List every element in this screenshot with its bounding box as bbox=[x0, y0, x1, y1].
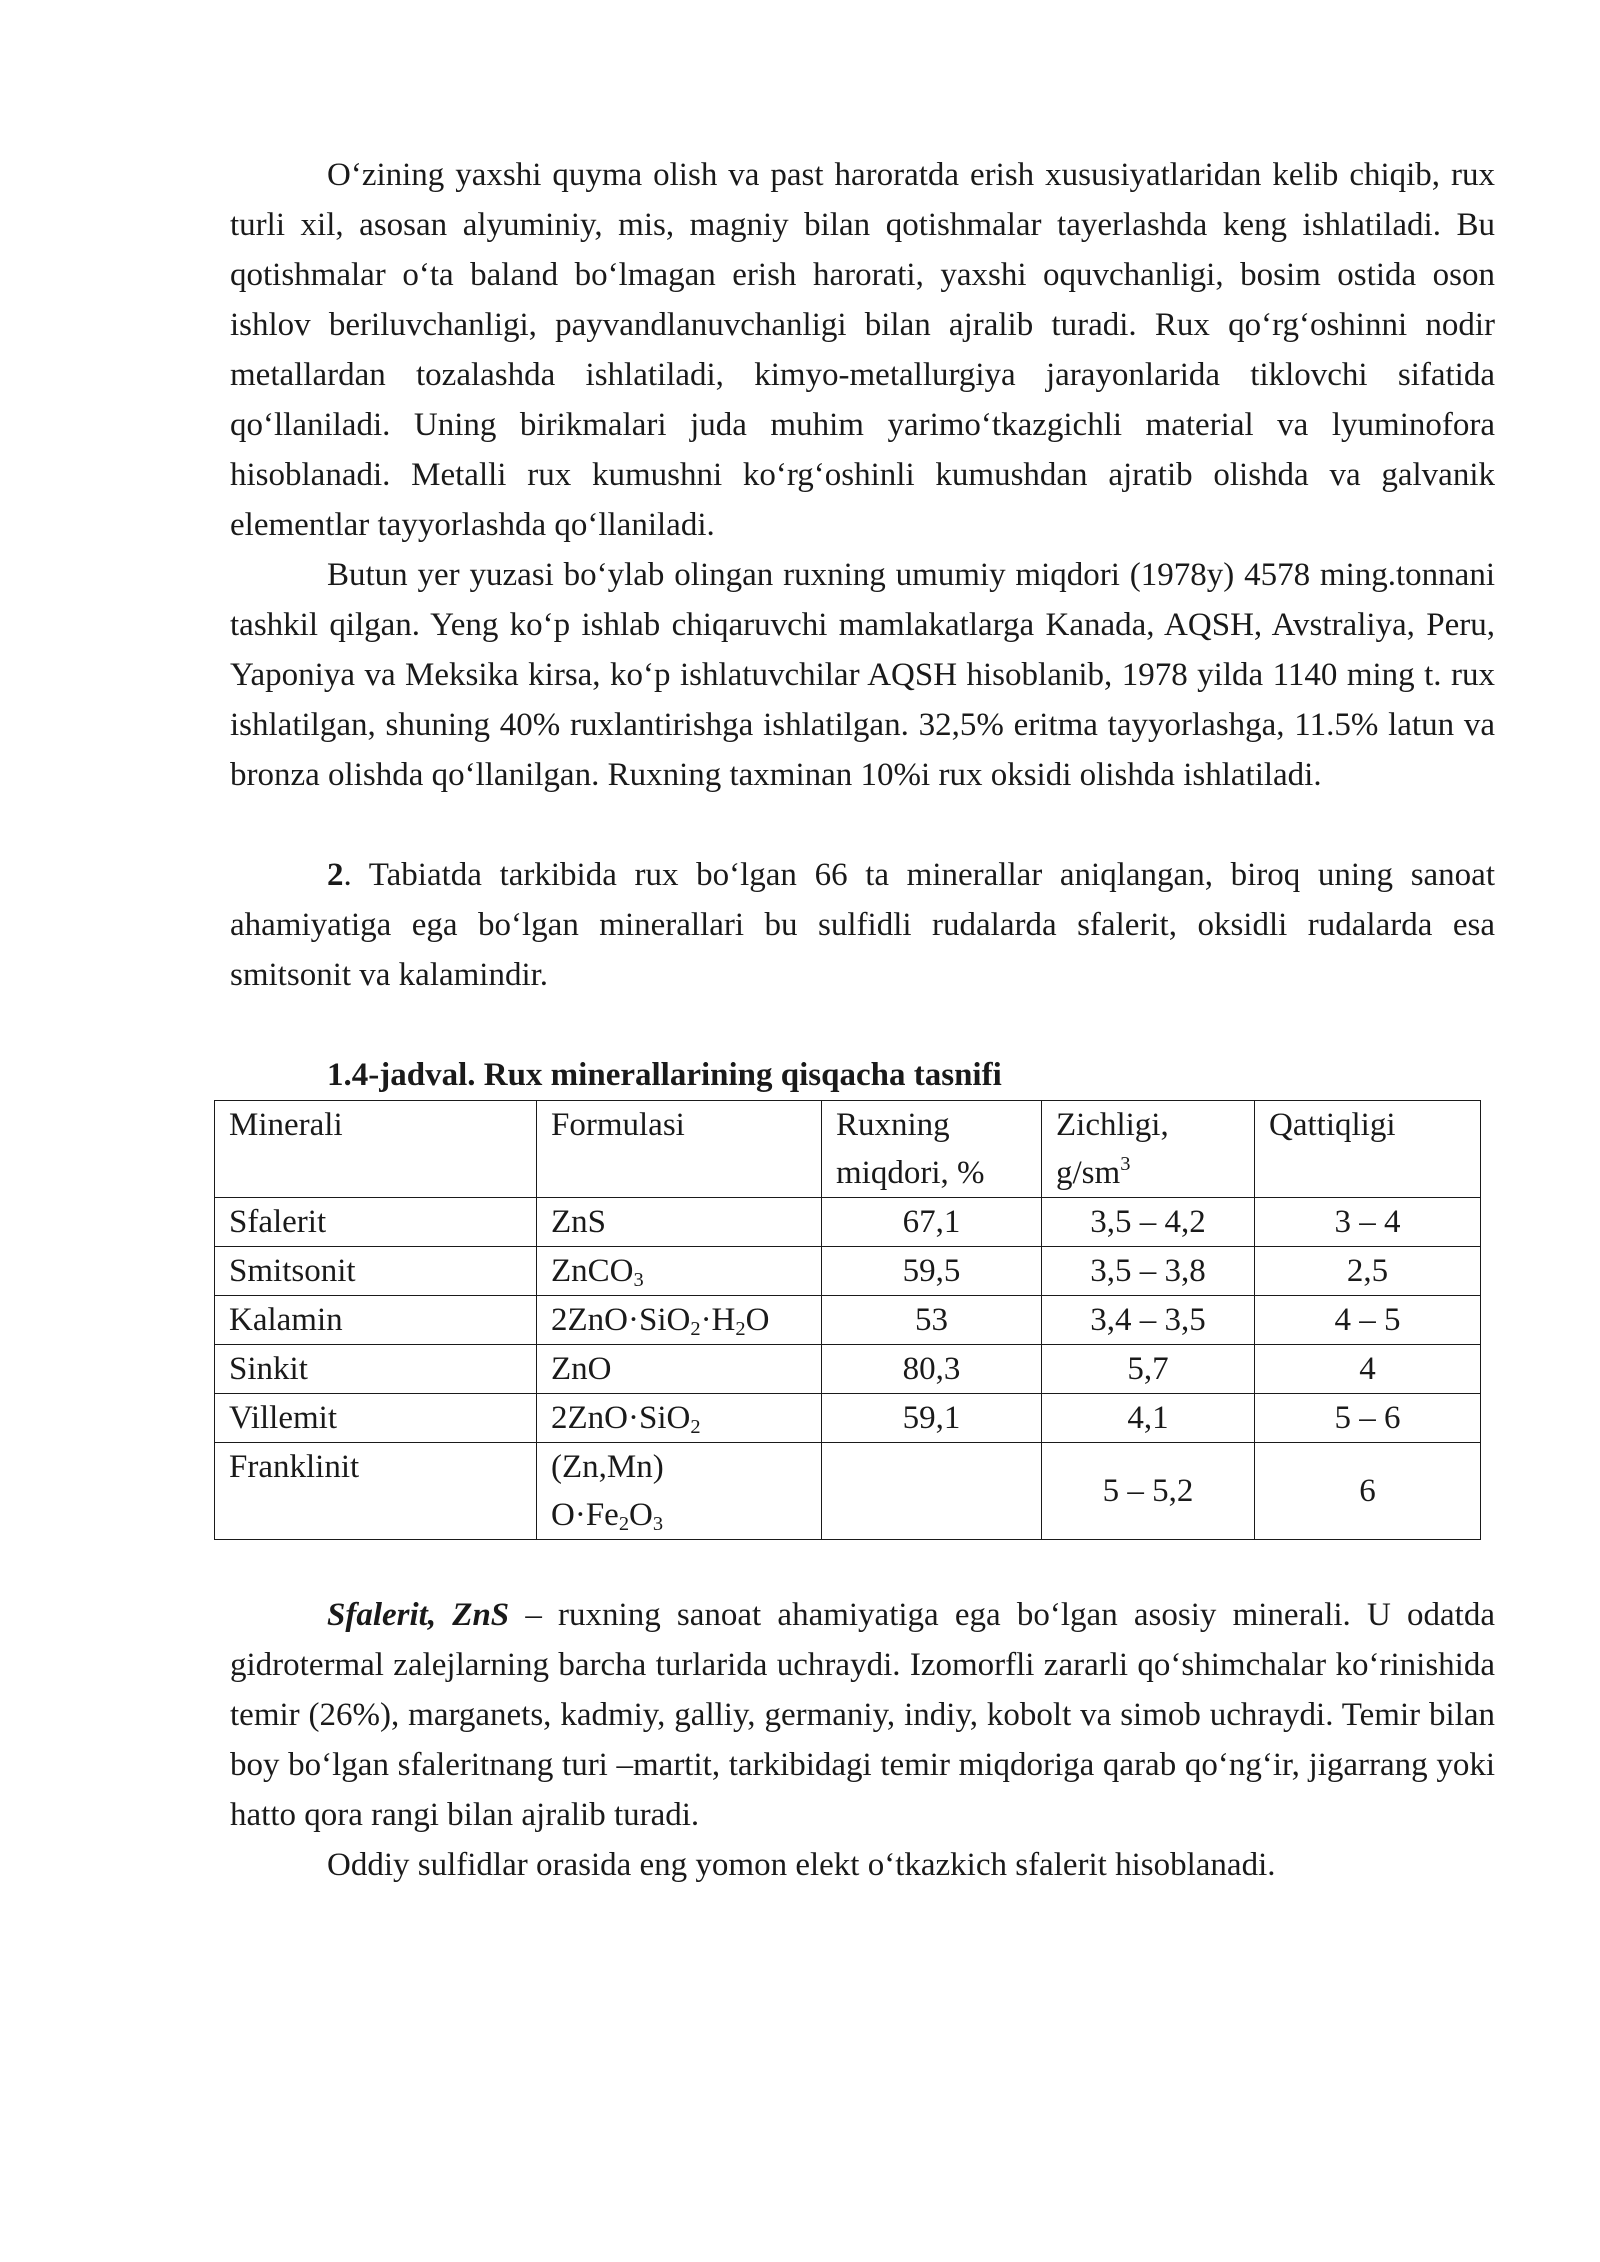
hardness-cell: 4 bbox=[1255, 1345, 1481, 1394]
body-text-top bbox=[230, 150, 1495, 1000]
column-header: Zichligi, $g/sm^3$ bbox=[1042, 1101, 1255, 1198]
paragraph: O‘zining yaxshi quyma olish va past haroratda erish xususiyatlaridan kelib chiqib, rux turli xil, asosan alyuminiy, mis, magniy bilan qotishmalar tayerlashda keng ishlatiladi. Bu qotishmalar o‘ta baland bo‘lmagan erish harorati, yaxshi oquvchanligi, bosim ostida oson ishlov beriluvchanligi, payvandlanuvchanligi bilan ajralib turadi. Rux qo‘rg‘oshinni nodir metallardan tozalashda ishlatiladi, kimyo-metallurgiya jarayonlarida tiklovchi sifatida qo‘llaniladi. Uning birikmalari juda muhim yarimo‘tkazgichli material va lyuminofora hisoblanadi. Metalli rux kumushni ko‘rg‘oshinli kumushdan ajratib olishda va galvanik elementlar tayyorlashda qo‘llaniladi. bbox=[230, 157, 1495, 543]
paragraph: 2. Tabiatda tarkibida rux bo‘lgan 66 ta minerallar aniqlangan, biroq uning sanoat ahamiyatiga ega bo‘lgan minerallari bu sulfidli rudalarda sfalerit, oksidli rudalarda esa smitsonit va kalamindir. bbox=[230, 857, 1495, 993]
zinc-content-cell: 80,3 bbox=[822, 1345, 1042, 1394]
formula-cell: $2ZnO\cdot SiO_2\cdot H_2O$ bbox=[537, 1296, 822, 1345]
formula-cell: ZnO bbox=[537, 1345, 822, 1394]
hardness-cell: 6 bbox=[1255, 1443, 1481, 1540]
zinc-content-cell: 59,1 bbox=[822, 1394, 1042, 1443]
subscript: 2 bbox=[735, 1318, 746, 1340]
column-header: Ruxning miqdori, % bbox=[822, 1101, 1042, 1198]
hardness-cell: 2,5 bbox=[1255, 1247, 1481, 1296]
hardness-cell: 4 – 5 bbox=[1255, 1296, 1481, 1345]
subscript: 2 bbox=[690, 1318, 701, 1340]
zinc-content-cell: 59,5 bbox=[822, 1247, 1042, 1296]
table-caption: 1.4-jadval. Rux minerallarining qisqacha tasnifi bbox=[327, 1057, 1002, 1093]
formula-cell: ZnCO$_3$ bbox=[537, 1247, 822, 1296]
zinc-content-cell: 53 bbox=[822, 1296, 1042, 1345]
formula-cell: ZnS bbox=[537, 1198, 822, 1247]
hardness-cell: 3 – 4 bbox=[1255, 1198, 1481, 1247]
column-header: Minerali bbox=[215, 1101, 537, 1198]
table-row bbox=[215, 1345, 1481, 1394]
mineral-name-cell: Villemit bbox=[215, 1394, 537, 1443]
mineral-name-cell: Smitsonit bbox=[215, 1247, 537, 1296]
density-cell: 5,7 bbox=[1042, 1345, 1255, 1394]
subscript: 2 bbox=[690, 1416, 701, 1438]
table-row bbox=[215, 1247, 1481, 1296]
document-page bbox=[230, 150, 1495, 1890]
hardness-cell: 5 – 6 bbox=[1255, 1394, 1481, 1443]
mineral-name-cell: Sinkit bbox=[215, 1345, 537, 1394]
table-body bbox=[215, 1198, 1481, 1540]
zinc-content-cell: 67,1 bbox=[822, 1198, 1042, 1247]
body-text-bottom bbox=[230, 1590, 1495, 1890]
density-cell: 4,1 bbox=[1042, 1394, 1255, 1443]
density-cell: 3,5 – 3,8 bbox=[1042, 1247, 1255, 1296]
zinc-content-cell bbox=[822, 1443, 1042, 1540]
paragraph: Oddiy sulfidlar orasida eng yomon elekt o‘tkazkich sfalerit hisoblanadi. bbox=[327, 1847, 1276, 1883]
emphasis-text: Sfalerit, ZnS bbox=[327, 1597, 510, 1633]
paragraph: Butun yer yuzasi bo‘ylab olingan ruxning umumiy miqdori (1978y) 4578 ming.tonnani tashkil qilgan. Yeng ko‘p ishlab chiqaruvchi mamlakatlarga Kanada, AQSH, Avstraliya, Peru, Yaponiya va Meksika kirsa, ko‘p ishlatuvchilar AQSH hisoblanib, 1978 yilda 1140 ming t. rux ishlatilgan, shuning 40% ruxlantirishga ishlatilgan. 32,5% eritma tayyorlashga, 11.5% latun va bronza olishda qo‘llanilgan. Ruxning taxminan 10%i rux oksidi olishda ishlatiladi. bbox=[230, 557, 1495, 793]
column-header: Formulasi bbox=[537, 1101, 822, 1198]
density-cell: 3,4 – 3,5 bbox=[1042, 1296, 1255, 1345]
table-header-row bbox=[215, 1101, 1481, 1198]
superscript: 3 bbox=[1120, 1153, 1131, 1175]
density-cell: 3,5 – 4,2 bbox=[1042, 1198, 1255, 1247]
mineral-name-cell: Sfalerit bbox=[215, 1198, 537, 1247]
table-row bbox=[215, 1296, 1481, 1345]
table-row bbox=[215, 1394, 1481, 1443]
paragraph: Sfalerit, ZnS – ruxning sanoat ahamiyatiga ega bo‘lgan asosiy minerali. U odatda gidrotermal zalejlarning barcha turlarida uchraydi. Izomorfli zararli qo‘shimchalar ko‘rinishida temir (26%), marganets, kadmiy, galliy, germaniy, indiy, kobolt va simob uchraydi. Temir bilan boy bo‘lgan sfaleritnang turi –martit, tarkibidagi temir miqdoriga qarab qo‘ng‘ir, jigarrang yoki hatto qora rangi bilan ajralib turadi. bbox=[230, 1597, 1495, 1833]
mineral-name-cell: Franklinit bbox=[215, 1443, 537, 1540]
table-wrapper bbox=[230, 1100, 1495, 1540]
formula-cell: (Zn,Mn) $O\cdot Fe_2O_3$ bbox=[537, 1443, 822, 1540]
density-cell: 5 – 5,2 bbox=[1042, 1443, 1255, 1540]
subscript: 3 bbox=[633, 1269, 644, 1291]
formula-cell: 2ZnO·SiO$_2$ bbox=[537, 1394, 822, 1443]
minerals-table bbox=[214, 1100, 1481, 1540]
column-header: Qattiqligi bbox=[1255, 1101, 1481, 1198]
table-row bbox=[215, 1198, 1481, 1247]
subscript: 3 bbox=[652, 1513, 664, 1535]
table-row bbox=[215, 1443, 1481, 1540]
mineral-name-cell: Kalamin bbox=[215, 1296, 537, 1345]
subscript: 2 bbox=[618, 1513, 630, 1535]
emphasis-text: 2 bbox=[327, 857, 344, 893]
